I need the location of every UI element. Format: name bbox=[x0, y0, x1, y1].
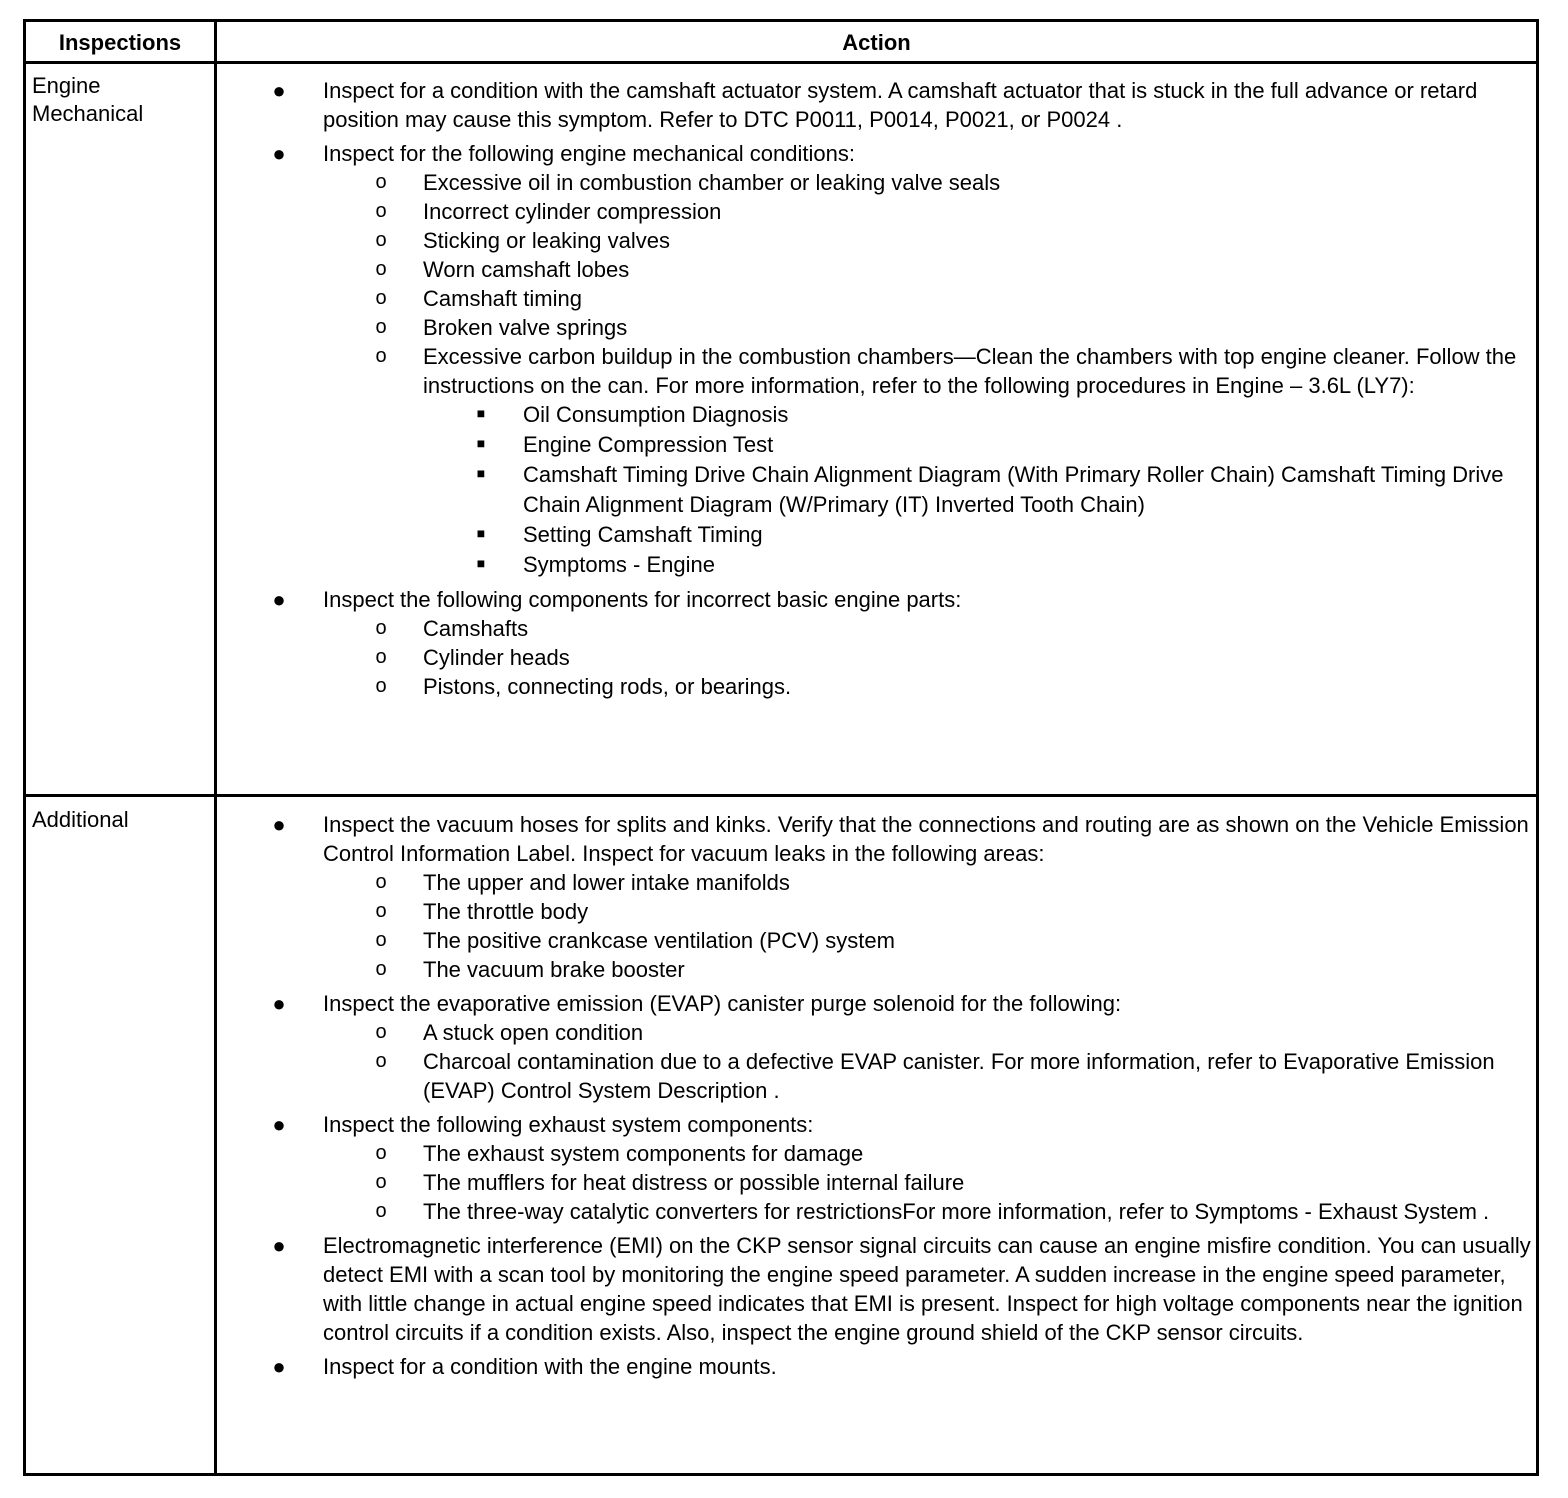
row-additional-actions bbox=[217, 810, 1533, 1386]
row-engine-mechanical-actions bbox=[217, 76, 1533, 706]
sub-sub-list-item: ■ Symptoms - Engine bbox=[217, 550, 1533, 580]
sub-sub-list-item: ■ Oil Consumption Diagnosis bbox=[217, 400, 1533, 430]
circle-bullet-icon: o bbox=[375, 229, 387, 251]
sub-list-item: o A stuck open condition bbox=[217, 1018, 1533, 1047]
bullet-icon: ● bbox=[272, 141, 286, 166]
sub-list-item: o Charcoal contamination due to a defective EVAP canister. For more information, refer to Evaporative Emission (EVAP) Control System Description . bbox=[217, 1047, 1533, 1105]
circle-bullet-icon: o bbox=[375, 345, 387, 367]
sub-list-item: o Sticking or leaking valves bbox=[217, 226, 1533, 255]
sub-list-item: o Camshaft timing bbox=[217, 284, 1533, 313]
row-divider bbox=[26, 794, 1536, 797]
bullet-icon: ● bbox=[272, 1112, 286, 1137]
header-divider bbox=[26, 61, 1536, 64]
sub-list-item: o The throttle body bbox=[217, 897, 1533, 926]
circle-bullet-icon: o bbox=[375, 871, 387, 893]
bullet-icon: ● bbox=[272, 587, 286, 612]
sub-list-item: o Camshafts bbox=[217, 614, 1533, 643]
circle-bullet-icon: o bbox=[375, 646, 387, 668]
bullet-icon: ● bbox=[272, 812, 286, 837]
square-bullet-icon: ■ bbox=[476, 555, 486, 571]
inspection-table bbox=[23, 19, 1539, 1476]
sub-sub-list-item: ■ Engine Compression Test bbox=[217, 430, 1533, 460]
sub-list-item: o Excessive oil in combustion chamber or leaking valve seals bbox=[217, 168, 1533, 197]
circle-bullet-icon: o bbox=[375, 316, 387, 338]
row-additional-label: Additional bbox=[32, 807, 129, 832]
bullet-icon: ● bbox=[272, 78, 286, 103]
square-bullet-icon: ■ bbox=[476, 465, 486, 481]
circle-bullet-icon: o bbox=[375, 258, 387, 280]
sub-list-item: o The positive crankcase ventilation (PCV) system bbox=[217, 926, 1533, 955]
sub-list-item: o Excessive carbon buildup in the combustion chambers—Clean the chambers with top engine cleaner. Follow the instructions on the can. For more information, refer to the following procedures in Engine – 3.6L (LY7): ■ Oil Consumption Diagnosis ■ Engine Compression Test ■ Camshaft Timing Drive Chain Alignment Diagram (With Primary Roller Chain) Camshaft Timing Drive Chain Alignment Diagram (W/Primary (IT) Inverted Tooth Chain) ■ Setting Camshaft Timing ■ Symptoms - Engine bbox=[217, 342, 1533, 580]
bullet-icon: ● bbox=[272, 1354, 286, 1379]
circle-bullet-icon: o bbox=[375, 200, 387, 222]
circle-bullet-icon: o bbox=[375, 617, 387, 639]
square-bullet-icon: ■ bbox=[476, 405, 486, 421]
circle-bullet-icon: o bbox=[375, 929, 387, 951]
row-engine-mechanical-label: Engine Mechanical bbox=[32, 73, 144, 126]
sub-list-item: o The exhaust system components for damage bbox=[217, 1139, 1533, 1168]
list-item: ● Inspect the evaporative emission (EVAP) canister purge solenoid for the following: o A stuck open condition o Charcoal contamination due to a defective EVAP canister. For more information, refer to Evaporative Emission (EVAP) Control System Description . bbox=[217, 989, 1533, 1105]
sub-list-item: o The upper and lower intake manifolds bbox=[217, 868, 1533, 897]
circle-bullet-icon: o bbox=[375, 958, 387, 980]
circle-bullet-icon: o bbox=[375, 675, 387, 697]
header-inspections: Inspections bbox=[58, 30, 182, 55]
sub-sub-list-item: ■ Setting Camshaft Timing bbox=[217, 520, 1533, 550]
list-item: ● Inspect the following components for incorrect basic engine parts: o Camshafts o Cylinder heads o Pistons, connecting rods, or bearings. bbox=[217, 585, 1533, 701]
sub-list-item: o Incorrect cylinder compression bbox=[217, 197, 1533, 226]
list-item: ● Inspect for a condition with the engine mounts. bbox=[217, 1352, 1533, 1381]
square-bullet-icon: ■ bbox=[476, 525, 486, 541]
bullet-icon: ● bbox=[272, 1233, 286, 1258]
list-item: ● Inspect the vacuum hoses for splits and kinks. Verify that the connections and routing are as shown on the Vehicle Emission Control Information Label. Inspect for vacuum leaks in the following areas: o The upper and lower intake manifolds o The throttle body o The positive crankcase ventilation (PCV) system o The vacuum brake booster bbox=[217, 810, 1533, 984]
circle-bullet-icon: o bbox=[375, 1142, 387, 1164]
circle-bullet-icon: o bbox=[375, 1050, 387, 1072]
circle-bullet-icon: o bbox=[375, 1200, 387, 1222]
circle-bullet-icon: o bbox=[375, 1171, 387, 1193]
bullet-icon: ● bbox=[272, 991, 286, 1016]
sub-list-item: o The vacuum brake booster bbox=[217, 955, 1533, 984]
circle-bullet-icon: o bbox=[375, 171, 387, 193]
list-item: ● Inspect the following exhaust system components: o The exhaust system components for damage o The mufflers for heat distress or possible internal failure o The three-way catalytic converters for restrictionsFor more information, refer to Symptoms - Exhaust System . bbox=[217, 1110, 1533, 1226]
sub-list-item: o The mufflers for heat distress or possible internal failure bbox=[217, 1168, 1533, 1197]
circle-bullet-icon: o bbox=[375, 1021, 387, 1043]
header-action: Action bbox=[842, 30, 911, 55]
sub-list-item: o Pistons, connecting rods, or bearings. bbox=[217, 672, 1533, 701]
list-item: ● Inspect for the following engine mechanical conditions: o Excessive oil in combustion chamber or leaking valve seals o Incorrect cylinder compression o Sticking or leaking valves o Worn camshaft lobes o Camshaft timing o Broken valve springs o Excessive carbon buildup in the combustion chambers—Clean the chambers with top engine cleaner. Follow the instructions on the can. For more information, refer to the following procedures in Engine – 3.6L (LY7): ■ Oil Consumption Diagnosis ■ Engine Compression Test ■ Camshaft Timing Drive Chain Alignment Diagram (With Primary Roller Chain) Camshaft Timing Drive Chain Alignment Diagram (W/Primary (IT) Inverted Tooth Chain) ■ Setting Camshaft Timing ■ Symptoms - Engine bbox=[217, 139, 1533, 580]
sub-list-item: o Cylinder heads bbox=[217, 643, 1533, 672]
sub-list-item: o Broken valve springs bbox=[217, 313, 1533, 342]
circle-bullet-icon: o bbox=[375, 900, 387, 922]
circle-bullet-icon: o bbox=[375, 287, 387, 309]
sub-list-item: o Worn camshaft lobes bbox=[217, 255, 1533, 284]
sub-list-item: o The three-way catalytic converters for restrictionsFor more information, refer to Symptoms - Exhaust System . bbox=[217, 1197, 1533, 1226]
sub-sub-list-item: ■ Camshaft Timing Drive Chain Alignment Diagram (With Primary Roller Chain) Camshaft Timing Drive Chain Alignment Diagram (W/Primary (IT) Inverted Tooth Chain) bbox=[217, 460, 1533, 520]
square-bullet-icon: ■ bbox=[476, 435, 486, 451]
list-item: ● Inspect for a condition with the camshaft actuator system. A camshaft actuator that is stuck in the full advance or retard position may cause this symptom. Refer to DTC P0011, P0014, P0021, or P0024 . bbox=[217, 76, 1533, 134]
list-item: ● Electromagnetic interference (EMI) on the CKP sensor signal circuits can cause an engine misfire condition. You can usually detect EMI with a scan tool by monitoring the engine speed parameter. A sudden increase in the engine speed parameter, with little change in actual engine speed indicates that EMI is present. Inspect for high voltage components near the ignition control circuits if a condition exists. Also, inspect the engine ground shield of the CKP sensor circuits. bbox=[217, 1231, 1533, 1347]
